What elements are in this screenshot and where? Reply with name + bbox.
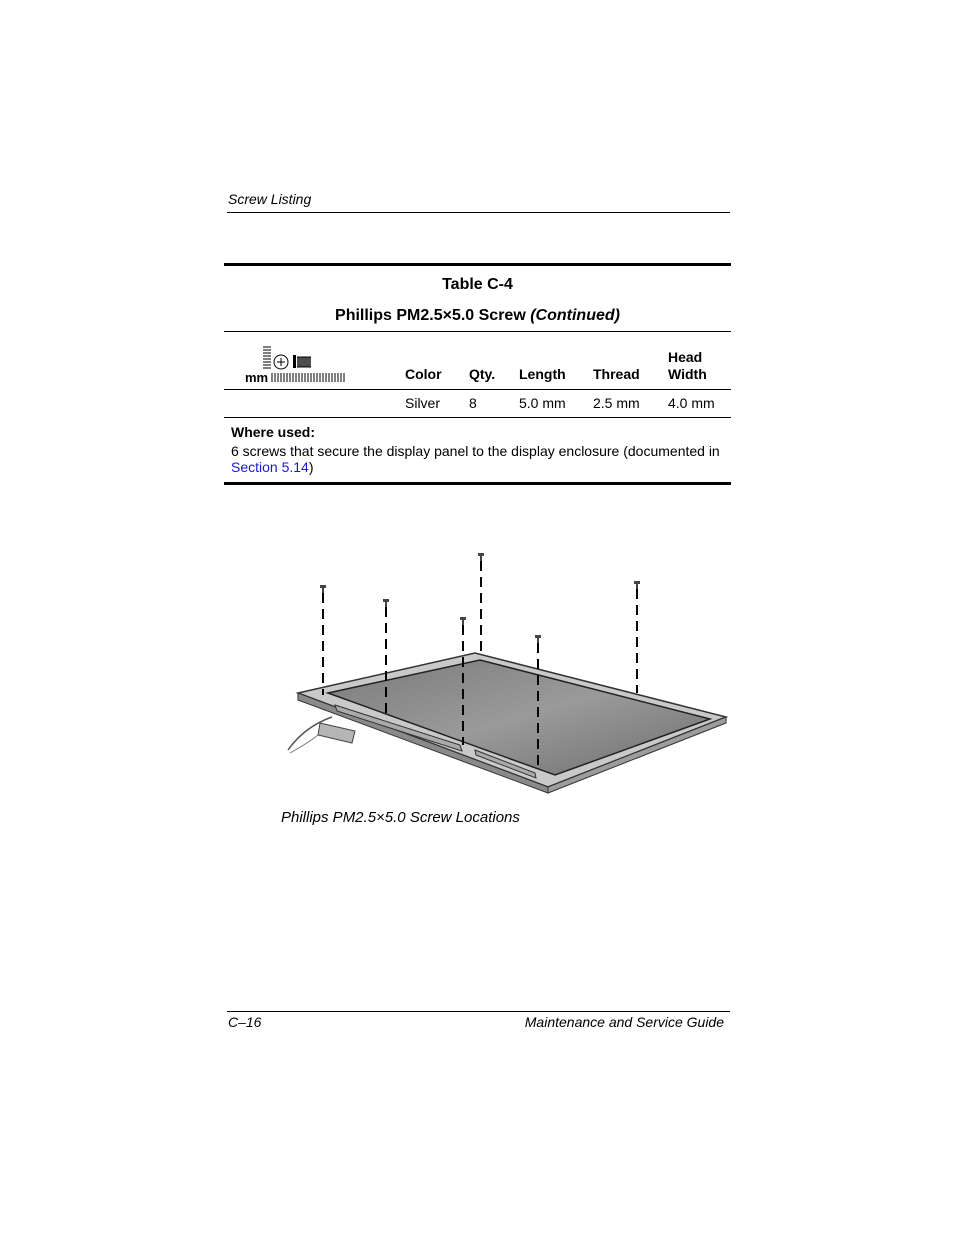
col-header-head: Head <box>668 349 703 365</box>
running-head: Screw Listing <box>228 191 312 207</box>
table-row <box>224 390 731 417</box>
cell-head-width: 4.0 mm <box>668 395 715 411</box>
section-link[interactable]: Section 5.14 <box>231 459 309 475</box>
table-bottom-rule <box>224 482 731 485</box>
icon-unit-label: mm <box>245 370 269 384</box>
where-used-description: 6 screws that secure the display panel to the display enclosure (documented in <box>231 443 720 459</box>
col-header-thread: Thread <box>593 366 640 382</box>
cable-connector <box>318 723 355 743</box>
table-header-row <box>224 332 731 389</box>
cell-length: 5.0 mm <box>519 395 566 411</box>
screw-scale-icon <box>244 344 359 384</box>
where-used-close: ) <box>308 459 314 475</box>
where-used-block <box>224 418 731 482</box>
screw-table <box>224 263 731 485</box>
cell-color: Silver <box>405 395 441 411</box>
where-used-text <box>231 443 724 475</box>
col-header-length: Length <box>519 366 566 382</box>
col-header-width: Width <box>668 366 707 382</box>
table-subtitle-main: Phillips PM2.5×5.0 Screw <box>335 307 531 324</box>
figure-caption: Phillips PM2.5×5.0 Screw Locations <box>281 809 520 826</box>
table-subtitle-continued: (Continued) <box>530 307 620 324</box>
col-header-qty: Qty. <box>469 366 496 382</box>
table-title: Table C-4 <box>442 276 513 293</box>
page-number: C–16 <box>228 1014 262 1030</box>
table-top-rule <box>224 263 731 266</box>
cell-qty: 8 <box>469 395 477 411</box>
header-rule <box>227 212 730 213</box>
col-header-color: Color <box>405 366 442 382</box>
book-title: Maintenance and Service Guide <box>524 1014 724 1030</box>
footer-rule <box>227 1011 730 1012</box>
cell-thread: 2.5 mm <box>593 395 640 411</box>
table-subtitle <box>224 299 731 331</box>
display-panel-illustration <box>280 545 730 800</box>
where-used-title: Where used: <box>231 424 316 440</box>
